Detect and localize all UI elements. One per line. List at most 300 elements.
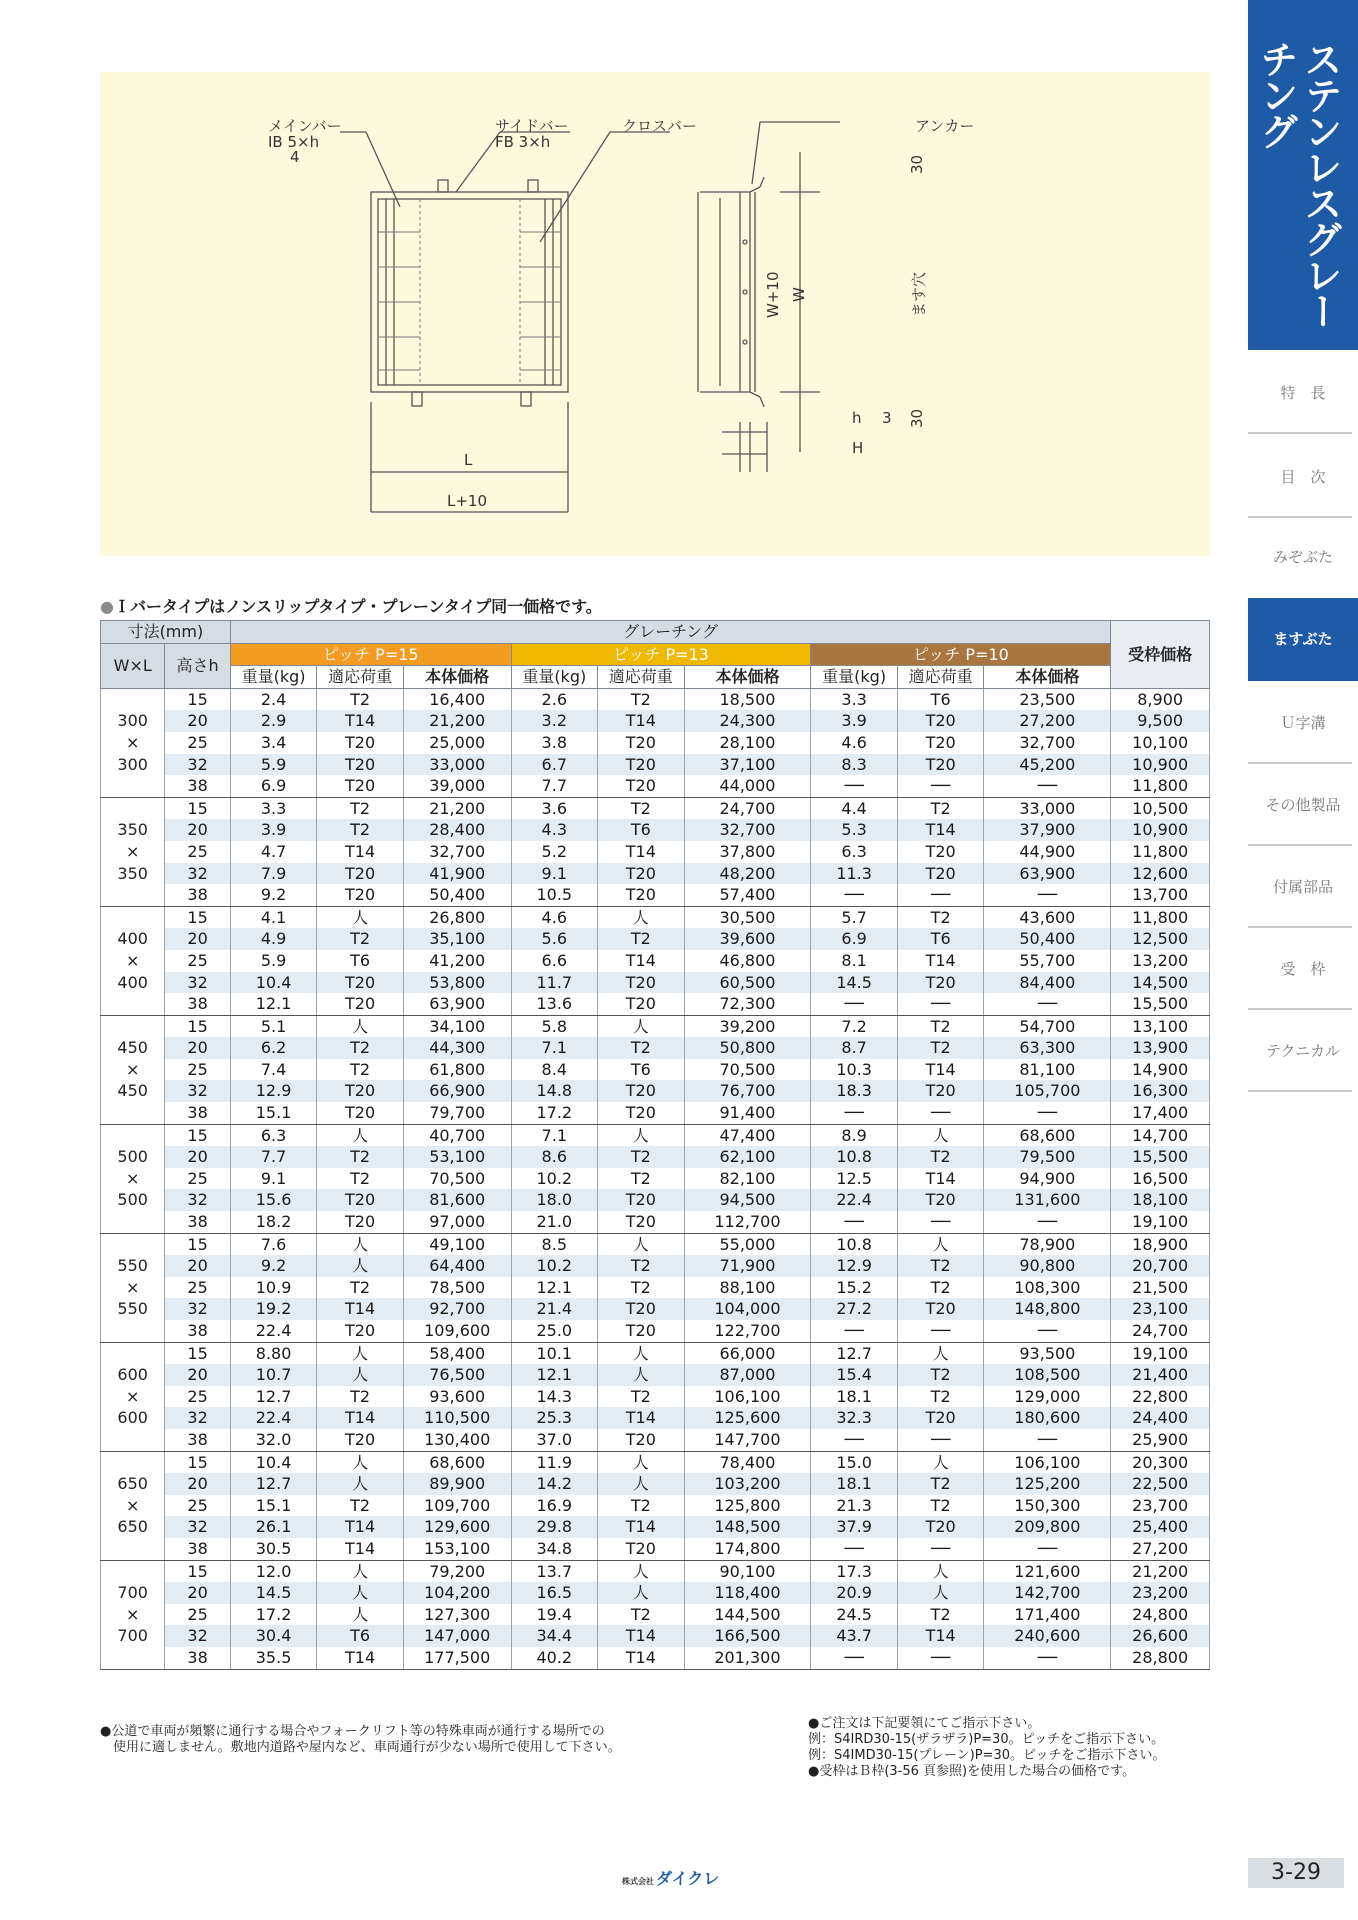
- sidebar-item-accessories[interactable]: 付属部品: [1272, 878, 1333, 896]
- weight-cell: ──: [811, 775, 898, 797]
- label-mainbar-spec: IB 5×h: [268, 133, 320, 151]
- weight-cell: 12.7: [230, 1386, 317, 1408]
- load-cell: T14: [317, 1516, 404, 1538]
- height-cell: 20: [165, 1037, 230, 1059]
- frame-price-cell: 10,900: [1111, 754, 1210, 776]
- height-cell: 32: [165, 1189, 230, 1211]
- price-cell: 129,000: [984, 1386, 1111, 1408]
- price-cell: 84,400: [984, 972, 1111, 994]
- load-cell: 人: [317, 1582, 404, 1604]
- load-cell: T6: [317, 1625, 404, 1647]
- weight-cell: 32.3: [811, 1407, 898, 1429]
- load-cell: T2: [598, 1168, 685, 1190]
- logo-text: ダイクレ: [656, 1869, 720, 1888]
- frame-price-cell: 23,700: [1111, 1495, 1210, 1517]
- price-cell: 39,000: [403, 775, 511, 797]
- load-cell: T20: [317, 993, 404, 1015]
- height-cell: 25: [165, 1386, 230, 1408]
- frame-price-cell: 15,500: [1111, 993, 1210, 1015]
- price-table: [100, 620, 1210, 1670]
- load-cell: T20: [598, 754, 685, 776]
- price-cell: ──: [984, 1647, 1111, 1669]
- load-cell: ──: [897, 775, 984, 797]
- price-cell: 147,700: [684, 1429, 811, 1451]
- weight-cell: 18.3: [811, 1080, 898, 1102]
- price-cell: 44,900: [984, 841, 1111, 863]
- table-row: [101, 1429, 1210, 1451]
- price-cell: 180,600: [984, 1407, 1111, 1429]
- load-cell: T2: [598, 1386, 685, 1408]
- weight-cell: 37.0: [511, 1429, 598, 1451]
- price-cell: 78,400: [684, 1451, 811, 1473]
- weight-cell: 25.0: [511, 1320, 598, 1342]
- load-cell: 人: [317, 1473, 404, 1495]
- weight-cell: 18.1: [811, 1386, 898, 1408]
- price-cell: 78,500: [403, 1277, 511, 1299]
- height-cell: 32: [165, 1407, 230, 1429]
- load-cell: T20: [317, 1080, 404, 1102]
- load-cell: T20: [598, 1102, 685, 1124]
- price-cell: 81,600: [403, 1189, 511, 1211]
- table-row: [101, 1211, 1210, 1233]
- weight-cell: 12.1: [511, 1277, 598, 1299]
- size-cell: [101, 1560, 165, 1669]
- sidebar-item-frame[interactable]: 受 枠: [1280, 960, 1326, 978]
- weight-cell: 17.2: [230, 1604, 317, 1626]
- header-weight: 重量(kg): [230, 666, 317, 689]
- load-cell: 人: [317, 1124, 404, 1146]
- weight-cell: 10.3: [811, 1059, 898, 1081]
- load-cell: T14: [317, 1407, 404, 1429]
- height-cell: 20: [165, 1582, 230, 1604]
- footnote-right-2: 例：S4IRD30-15(ザラザラ)P=30。ピッチをご指示下さい。: [808, 1732, 1165, 1747]
- load-cell: T2: [598, 1604, 685, 1626]
- price-cell: 32,700: [984, 732, 1111, 754]
- load-cell: 人: [598, 1124, 685, 1146]
- weight-cell: 9.2: [230, 1255, 317, 1277]
- load-cell: ──: [897, 1429, 984, 1451]
- frame-price-cell: 17,400: [1111, 1102, 1210, 1124]
- height-cell: 15: [165, 1451, 230, 1473]
- frame-price-cell: 25,900: [1111, 1429, 1210, 1451]
- weight-cell: 8.7: [811, 1037, 898, 1059]
- load-cell: T20: [317, 732, 404, 754]
- weight-cell: 11.3: [811, 863, 898, 885]
- load-cell: 人: [317, 1560, 404, 1582]
- price-cell: 41,200: [403, 950, 511, 972]
- weight-cell: 10.2: [511, 1168, 598, 1190]
- dim-L10: L+10: [447, 492, 488, 510]
- price-cell: 53,800: [403, 972, 511, 994]
- price-cell: 24,300: [684, 710, 811, 732]
- price-cell: 93,600: [403, 1386, 511, 1408]
- weight-cell: 5.7: [811, 906, 898, 928]
- table-row: [101, 819, 1210, 841]
- load-cell: 人: [598, 1451, 685, 1473]
- weight-cell: 7.6: [230, 1233, 317, 1255]
- frame-price-cell: 24,700: [1111, 1320, 1210, 1342]
- divider: [1248, 1008, 1352, 1010]
- load-cell: T14: [598, 1625, 685, 1647]
- price-cell: 50,400: [403, 884, 511, 906]
- load-cell: T20: [897, 1080, 984, 1102]
- load-cell: T20: [317, 1320, 404, 1342]
- size-x: ×: [125, 1604, 140, 1624]
- price-cell: ──: [984, 884, 1111, 906]
- price-cell: 33,000: [984, 797, 1111, 819]
- table-row: [101, 993, 1210, 1015]
- price-cell: 27,200: [984, 710, 1111, 732]
- load-cell: ──: [897, 884, 984, 906]
- price-cell: 91,400: [684, 1102, 811, 1124]
- load-cell: T14: [598, 1407, 685, 1429]
- sidebar-title-tab[interactable]: [1248, 0, 1358, 350]
- load-cell: 人: [598, 1015, 685, 1037]
- height-cell: 25: [165, 1604, 230, 1626]
- table-row: [101, 1582, 1210, 1604]
- price-cell: 28,100: [684, 732, 811, 754]
- table-row: [101, 928, 1210, 950]
- price-cell: 68,600: [984, 1124, 1111, 1146]
- price-cell: 64,400: [403, 1255, 511, 1277]
- table-row: [101, 1037, 1210, 1059]
- table-row: [101, 1386, 1210, 1408]
- table-row: [101, 1080, 1210, 1102]
- frame-price-cell: 24,400: [1111, 1407, 1210, 1429]
- sidebar-item-contents[interactable]: 目 次: [1280, 468, 1326, 486]
- weight-cell: 21.3: [811, 1495, 898, 1517]
- price-cell: ──: [984, 1211, 1111, 1233]
- price-cell: 105,700: [984, 1080, 1111, 1102]
- load-cell: T2: [897, 1015, 984, 1037]
- price-cell: 81,100: [984, 1059, 1111, 1081]
- load-cell: 人: [897, 1560, 984, 1582]
- frame-price-cell: 23,100: [1111, 1298, 1210, 1320]
- price-cell: 76,700: [684, 1080, 811, 1102]
- price-cell: 63,300: [984, 1037, 1111, 1059]
- label-sidebar: サイドバー: [495, 117, 569, 135]
- price-cell: 63,900: [984, 863, 1111, 885]
- bullet-icon: ●: [100, 597, 114, 616]
- weight-cell: 4.6: [511, 906, 598, 928]
- load-cell: T2: [317, 1277, 404, 1299]
- sidebar-item-technical[interactable]: テクニカル: [1265, 1042, 1341, 1060]
- load-cell: T2: [897, 1604, 984, 1626]
- price-cell: 94,500: [684, 1189, 811, 1211]
- price-cell: 90,800: [984, 1255, 1111, 1277]
- load-cell: T2: [317, 797, 404, 819]
- weight-cell: 16.5: [511, 1582, 598, 1604]
- table-row: [101, 1342, 1210, 1364]
- price-cell: 37,800: [684, 841, 811, 863]
- price-cell: 177,500: [403, 1647, 511, 1669]
- height-cell: 15: [165, 1560, 230, 1582]
- header-price: 本体価格: [684, 666, 811, 689]
- header-load: 適応荷重: [897, 666, 984, 689]
- height-cell: 20: [165, 1255, 230, 1277]
- load-cell: T2: [897, 1037, 984, 1059]
- note-top-text: Ｉバータイプはノンスリップタイプ・プレーンタイプ同一価格です。: [113, 597, 602, 616]
- load-cell: T6: [598, 819, 685, 841]
- frame-price-cell: 21,400: [1111, 1364, 1210, 1386]
- table-row: [101, 1647, 1210, 1669]
- load-cell: T14: [317, 1538, 404, 1560]
- label-mainbar: メインバー: [268, 117, 342, 135]
- weight-cell: 6.7: [511, 754, 598, 776]
- weight-cell: ──: [811, 1647, 898, 1669]
- frame-price-cell: 18,900: [1111, 1233, 1210, 1255]
- load-cell: T14: [598, 1647, 685, 1669]
- weight-cell: 6.3: [230, 1124, 317, 1146]
- weight-cell: 5.9: [230, 754, 317, 776]
- table-row: [101, 1298, 1210, 1320]
- price-cell: 79,200: [403, 1560, 511, 1582]
- weight-cell: 12.1: [511, 1364, 598, 1386]
- weight-cell: 2.9: [230, 710, 317, 732]
- price-cell: 90,100: [684, 1560, 811, 1582]
- price-cell: 148,800: [984, 1298, 1111, 1320]
- load-cell: T14: [598, 710, 685, 732]
- price-cell: 94,900: [984, 1168, 1111, 1190]
- load-cell: T2: [317, 688, 404, 710]
- weight-cell: 7.1: [511, 1037, 598, 1059]
- price-cell: 53,100: [403, 1146, 511, 1168]
- price-cell: 70,500: [684, 1059, 811, 1081]
- weight-cell: 10.8: [811, 1146, 898, 1168]
- weight-cell: 6.2: [230, 1037, 317, 1059]
- size-cell: [101, 688, 165, 797]
- load-cell: 人: [598, 1233, 685, 1255]
- price-cell: 130,400: [403, 1429, 511, 1451]
- sidebar-item-mizobuta[interactable]: みぞぶた: [1272, 548, 1333, 566]
- load-cell: T20: [317, 884, 404, 906]
- load-cell: T20: [598, 993, 685, 1015]
- load-cell: T2: [897, 1386, 984, 1408]
- dim-W10: W+10: [764, 271, 782, 318]
- load-cell: 人: [317, 1364, 404, 1386]
- price-cell: 109,600: [403, 1320, 511, 1342]
- price-cell: 39,600: [684, 928, 811, 950]
- price-cell: 18,500: [684, 688, 811, 710]
- weight-cell: ──: [811, 1102, 898, 1124]
- grating-drawing: [100, 72, 1210, 556]
- height-cell: 32: [165, 1516, 230, 1538]
- load-cell: T14: [897, 1059, 984, 1081]
- load-cell: T2: [598, 1037, 685, 1059]
- table-row: [101, 754, 1210, 776]
- price-cell: 125,200: [984, 1473, 1111, 1495]
- load-cell: T6: [897, 688, 984, 710]
- weight-cell: 15.1: [230, 1495, 317, 1517]
- weight-cell: 7.4: [230, 1059, 317, 1081]
- price-cell: 50,800: [684, 1037, 811, 1059]
- height-cell: 32: [165, 972, 230, 994]
- label-sidebar-spec: FB 3×h: [495, 133, 551, 151]
- price-cell: 37,100: [684, 754, 811, 776]
- divider: [1248, 432, 1352, 434]
- weight-cell: 3.3: [811, 688, 898, 710]
- price-cell: 70,500: [403, 1168, 511, 1190]
- frame-price-cell: 12,500: [1111, 928, 1210, 950]
- weight-cell: 15.2: [811, 1277, 898, 1299]
- price-cell: 93,500: [984, 1342, 1111, 1364]
- weight-cell: 15.4: [811, 1364, 898, 1386]
- load-cell: T2: [317, 928, 404, 950]
- weight-cell: 8.80: [230, 1342, 317, 1364]
- table-row: [101, 1407, 1210, 1429]
- frame-price-cell: 13,100: [1111, 1015, 1210, 1037]
- weight-cell: ──: [811, 884, 898, 906]
- size-x: ×: [125, 1495, 140, 1515]
- load-cell: T2: [897, 906, 984, 928]
- height-cell: 38: [165, 1538, 230, 1560]
- weight-cell: 12.1: [230, 993, 317, 1015]
- frame-price-cell: 23,200: [1111, 1582, 1210, 1604]
- size-cell: [101, 1124, 165, 1233]
- height-cell: 38: [165, 1211, 230, 1233]
- weight-cell: 12.0: [230, 1560, 317, 1582]
- size-w: 300: [117, 711, 148, 731]
- price-cell: 35,100: [403, 928, 511, 950]
- weight-cell: 6.6: [511, 950, 598, 972]
- weight-cell: 2.4: [230, 688, 317, 710]
- frame-price-cell: 8,900: [1111, 688, 1210, 710]
- price-cell: 118,400: [684, 1582, 811, 1604]
- weight-cell: 8.4: [511, 1059, 598, 1081]
- price-cell: 33,000: [403, 754, 511, 776]
- header-load: 適応荷重: [598, 666, 685, 689]
- dim-30-top: 30: [908, 154, 926, 174]
- load-cell: T20: [598, 863, 685, 885]
- load-cell: 人: [317, 1255, 404, 1277]
- price-cell: 49,100: [403, 1233, 511, 1255]
- price-cell: ──: [984, 1320, 1111, 1342]
- weight-cell: 13.6: [511, 993, 598, 1015]
- height-cell: 38: [165, 884, 230, 906]
- weight-cell: 24.5: [811, 1604, 898, 1626]
- weight-cell: 20.9: [811, 1582, 898, 1604]
- weight-cell: 3.3: [230, 797, 317, 819]
- price-cell: 61,800: [403, 1059, 511, 1081]
- frame-price-cell: 27,200: [1111, 1538, 1210, 1560]
- table-row: [101, 732, 1210, 754]
- header-dim: 寸法(mm): [101, 621, 231, 644]
- size-x: ×: [125, 732, 140, 752]
- price-cell: 55,000: [684, 1233, 811, 1255]
- load-cell: ──: [897, 1647, 984, 1669]
- weight-cell: 10.4: [230, 972, 317, 994]
- price-cell: 44,300: [403, 1037, 511, 1059]
- sidebar-item-masubuta[interactable]: ますぶた: [1248, 598, 1358, 681]
- load-cell: T2: [598, 797, 685, 819]
- price-cell: 66,900: [403, 1080, 511, 1102]
- sidebar-item-features[interactable]: 特 長: [1280, 384, 1326, 402]
- height-cell: 38: [165, 993, 230, 1015]
- size-cell: [101, 797, 165, 906]
- height-cell: 15: [165, 906, 230, 928]
- weight-cell: 10.8: [811, 1233, 898, 1255]
- size-x: ×: [125, 1059, 140, 1079]
- frame-price-cell: 22,500: [1111, 1473, 1210, 1495]
- weight-cell: 18.0: [511, 1189, 598, 1211]
- frame-price-cell: 19,100: [1111, 1342, 1210, 1364]
- load-cell: T20: [317, 1102, 404, 1124]
- load-cell: T2: [897, 1277, 984, 1299]
- load-cell: 人: [598, 1582, 685, 1604]
- weight-cell: 10.2: [511, 1255, 598, 1277]
- weight-cell: ──: [811, 1429, 898, 1451]
- table-row: [101, 1625, 1210, 1647]
- load-cell: T14: [317, 1647, 404, 1669]
- table-row: [101, 906, 1210, 928]
- height-cell: 25: [165, 732, 230, 754]
- weight-cell: 8.9: [811, 1124, 898, 1146]
- height-cell: 38: [165, 1320, 230, 1342]
- frame-price-cell: 16,300: [1111, 1080, 1210, 1102]
- weight-cell: 3.9: [811, 710, 898, 732]
- table-row: [101, 1124, 1210, 1146]
- size-l: 600: [117, 1408, 148, 1428]
- height-cell: 38: [165, 1102, 230, 1124]
- weight-cell: 11.9: [511, 1451, 598, 1473]
- table-row: [101, 1495, 1210, 1517]
- size-l: 450: [117, 1081, 148, 1101]
- sidebar-item-u-ditch[interactable]: Ｕ字溝: [1280, 714, 1326, 732]
- dim-masuana: ます穴: [910, 271, 928, 317]
- header-wl: W×L: [101, 643, 165, 688]
- size-w: 700: [117, 1583, 148, 1603]
- weight-cell: 5.2: [511, 841, 598, 863]
- size-l: 400: [117, 972, 148, 992]
- height-cell: 15: [165, 797, 230, 819]
- size-x: ×: [125, 1168, 140, 1188]
- load-cell: T20: [317, 1429, 404, 1451]
- price-cell: 82,100: [684, 1168, 811, 1190]
- note-top: [100, 594, 602, 617]
- footnote-left-1: ●公道で車両が頻繁に通行する場合やフォークリフト等の特殊車両が通行する場所での: [100, 1724, 605, 1739]
- table-row: [101, 1168, 1210, 1190]
- weight-cell: 13.7: [511, 1560, 598, 1582]
- load-cell: T20: [317, 775, 404, 797]
- frame-price-cell: 28,800: [1111, 1647, 1210, 1669]
- sidebar-item-other-products[interactable]: その他製品: [1265, 796, 1341, 814]
- divider: [1248, 516, 1352, 518]
- height-cell: 32: [165, 1625, 230, 1647]
- price-cell: 24,700: [684, 797, 811, 819]
- frame-price-cell: 19,100: [1111, 1211, 1210, 1233]
- height-cell: 15: [165, 688, 230, 710]
- label-mainbar-n: 4: [290, 148, 300, 166]
- height-cell: 20: [165, 1473, 230, 1495]
- header-grating: グレーチング: [230, 621, 1111, 644]
- load-cell: T20: [897, 1298, 984, 1320]
- weight-cell: 5.3: [811, 819, 898, 841]
- load-cell: 人: [598, 1473, 685, 1495]
- weight-cell: 18.2: [230, 1211, 317, 1233]
- load-cell: 人: [598, 1560, 685, 1582]
- weight-cell: 10.7: [230, 1364, 317, 1386]
- frame-price-cell: 10,900: [1111, 819, 1210, 841]
- table-row: [101, 1364, 1210, 1386]
- load-cell: 人: [598, 1342, 685, 1364]
- frame-price-cell: 12,600: [1111, 863, 1210, 885]
- price-cell: 209,800: [984, 1516, 1111, 1538]
- height-cell: 32: [165, 1298, 230, 1320]
- weight-cell: 5.6: [511, 928, 598, 950]
- dim-h: h: [852, 409, 862, 427]
- frame-price-cell: 20,700: [1111, 1255, 1210, 1277]
- price-cell: 63,900: [403, 993, 511, 1015]
